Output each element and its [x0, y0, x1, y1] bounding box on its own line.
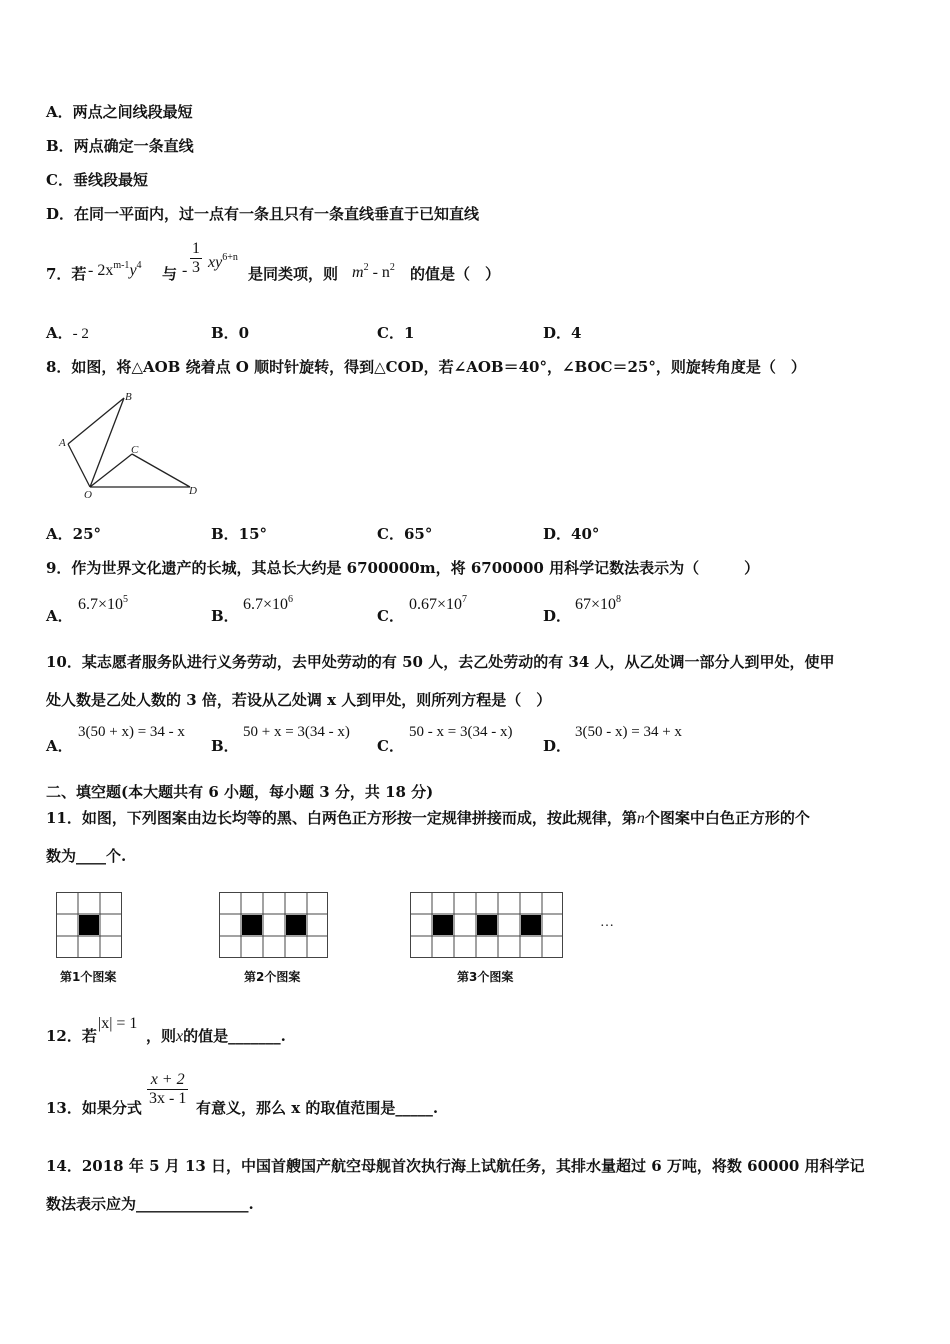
q7-suffix2: 的值是（ ） [410, 265, 501, 283]
q9-option-b-label: B． [211, 607, 239, 625]
pattern-2-grid [219, 892, 329, 959]
q10-option-c-label: C． [377, 737, 404, 755]
q6-option-b: B．两点确定一条直线 [46, 137, 194, 155]
q9-option-c-value: $0.67\times 10^7$ [409, 594, 468, 613]
q7-option-c: C．1 [377, 324, 415, 342]
q9-option-b-value: $6.7\times 10^6$ [243, 594, 294, 613]
q6-option-a: A．两点之间线段最短 [46, 103, 193, 121]
section-heading: 二、填空题(本大题共有 6 小题，每小题 3 分，共 18 分) [46, 783, 434, 801]
pattern-2-caption: 第2个图案 [244, 970, 301, 984]
q12-expr: |x| = 1 [98, 1015, 138, 1032]
q10-option-b-label: B． [211, 737, 239, 755]
q7-fraction: $\frac{1}{3}$ [192, 240, 200, 276]
label-b: B [125, 391, 132, 403]
q14-question-line1: 14．2018 年 5 月 13 日，中国首艘国产航空母舰首次执行海上试航任务，其排水量超过 6 万吨，将数 60000 用科学记 [46, 1157, 865, 1175]
q9-option-c-label: C． [377, 607, 404, 625]
q8-option-b: B．15° [211, 525, 268, 543]
q7-option-b: B．0 [211, 324, 250, 342]
q13-prefix: 13．如果分式 [46, 1099, 142, 1117]
q9-question: 9．作为世界文化遗产的长城，其总长大约是 6700000m，将 6700000 用科学记数法表示为（ ） [46, 559, 760, 577]
q7-expr1: - $2x^{m-1}y^4$ [88, 260, 142, 279]
q9-option-a-label: A． [46, 607, 73, 625]
q7-suffix1: 是同类项，则 [248, 265, 339, 283]
q8-rotation-figure [52, 388, 212, 506]
segment-oa [68, 444, 90, 487]
q10-option-d-label: D． [543, 737, 572, 755]
q8-option-a: A．25° [46, 525, 102, 543]
q12-mid: ，则x的值是_______. [146, 1027, 286, 1045]
q13-fraction: $\frac{x + 2}{3x - 1}$ [149, 1071, 187, 1107]
label-d: D [189, 485, 197, 497]
q7-expr3: $m^2 - n^2$ [352, 262, 395, 281]
pattern-ellipsis: … [600, 915, 614, 930]
q10-question-line2: 处人数是乙处人数的 3 倍，若设从乙处调 x 人到甲处，则所列方程是（ ） [46, 691, 552, 709]
q10-option-c-eq: 50 - x = 3(34 - x) [409, 724, 513, 740]
q10-option-a-eq: 3(50 + x) = 34 - x [78, 724, 185, 740]
q7-option-d: D．4 [543, 324, 582, 342]
q8-question: 8．如图，将△AOB 绕着点 O 顺时针旋转，得到△COD，若∠AOB＝40°，∠BOC＝25°，则旋转角度是（ ） [46, 358, 806, 376]
q7-with: 与 [162, 265, 178, 283]
q10-option-d-eq: 3(50 - x) = 34 + x [575, 724, 682, 740]
q7-expr2: $xy^{6+n}$ [208, 252, 238, 271]
pattern-3-grid [410, 892, 564, 959]
q7-prefix: 7．若 [46, 265, 87, 283]
pattern-3-caption: 第3个图案 [457, 970, 514, 984]
q10-question-line1: 10．某志愿者服务队进行义务劳动，去甲处劳动的有 50 人，去乙处劳动的有 34 人，从乙处调一部分人到甲处，使甲 [46, 653, 835, 671]
q9-option-a-value: $6.7\times 10^5$ [78, 594, 129, 613]
q8-option-c: C．65° [377, 525, 433, 543]
label-o: O [84, 489, 92, 501]
q11-question-line1: 11．如图，下列图案由边长均等的黑、白两色正方形按一定规律拼接而成，按此规律，第n个图案中白色正方形的个 [46, 809, 810, 827]
q8-option-d: D．40° [543, 525, 600, 543]
q10-option-a-label: A． [46, 737, 73, 755]
q12-prefix: 12．若 [46, 1027, 97, 1045]
q10-option-b-eq: 50 + x = 3(34 - x) [243, 724, 350, 740]
q6-option-c: C．垂线段最短 [46, 171, 148, 189]
pattern-1-grid [56, 892, 123, 959]
q6-option-d: D．在同一平面内，过一点有一条且只有一条直线垂直于已知直线 [46, 205, 480, 223]
label-c: C [131, 444, 139, 456]
label-a: A [59, 437, 66, 449]
q9-option-d-value: $67\times 10^8$ [575, 594, 622, 613]
q7-neg: - [182, 262, 188, 279]
q7-option-a: A．- 2 [46, 324, 89, 342]
q14-question-line2: 数法表示应为_______________. [46, 1195, 254, 1213]
segment-cd [132, 454, 190, 487]
q11-question-line2: 数为____个. [46, 847, 127, 865]
q13-suffix: 有意义，那么 x 的取值范围是_____. [196, 1099, 439, 1117]
pattern-1-caption: 第1个图案 [60, 970, 117, 984]
q9-option-d-label: D． [543, 607, 572, 625]
